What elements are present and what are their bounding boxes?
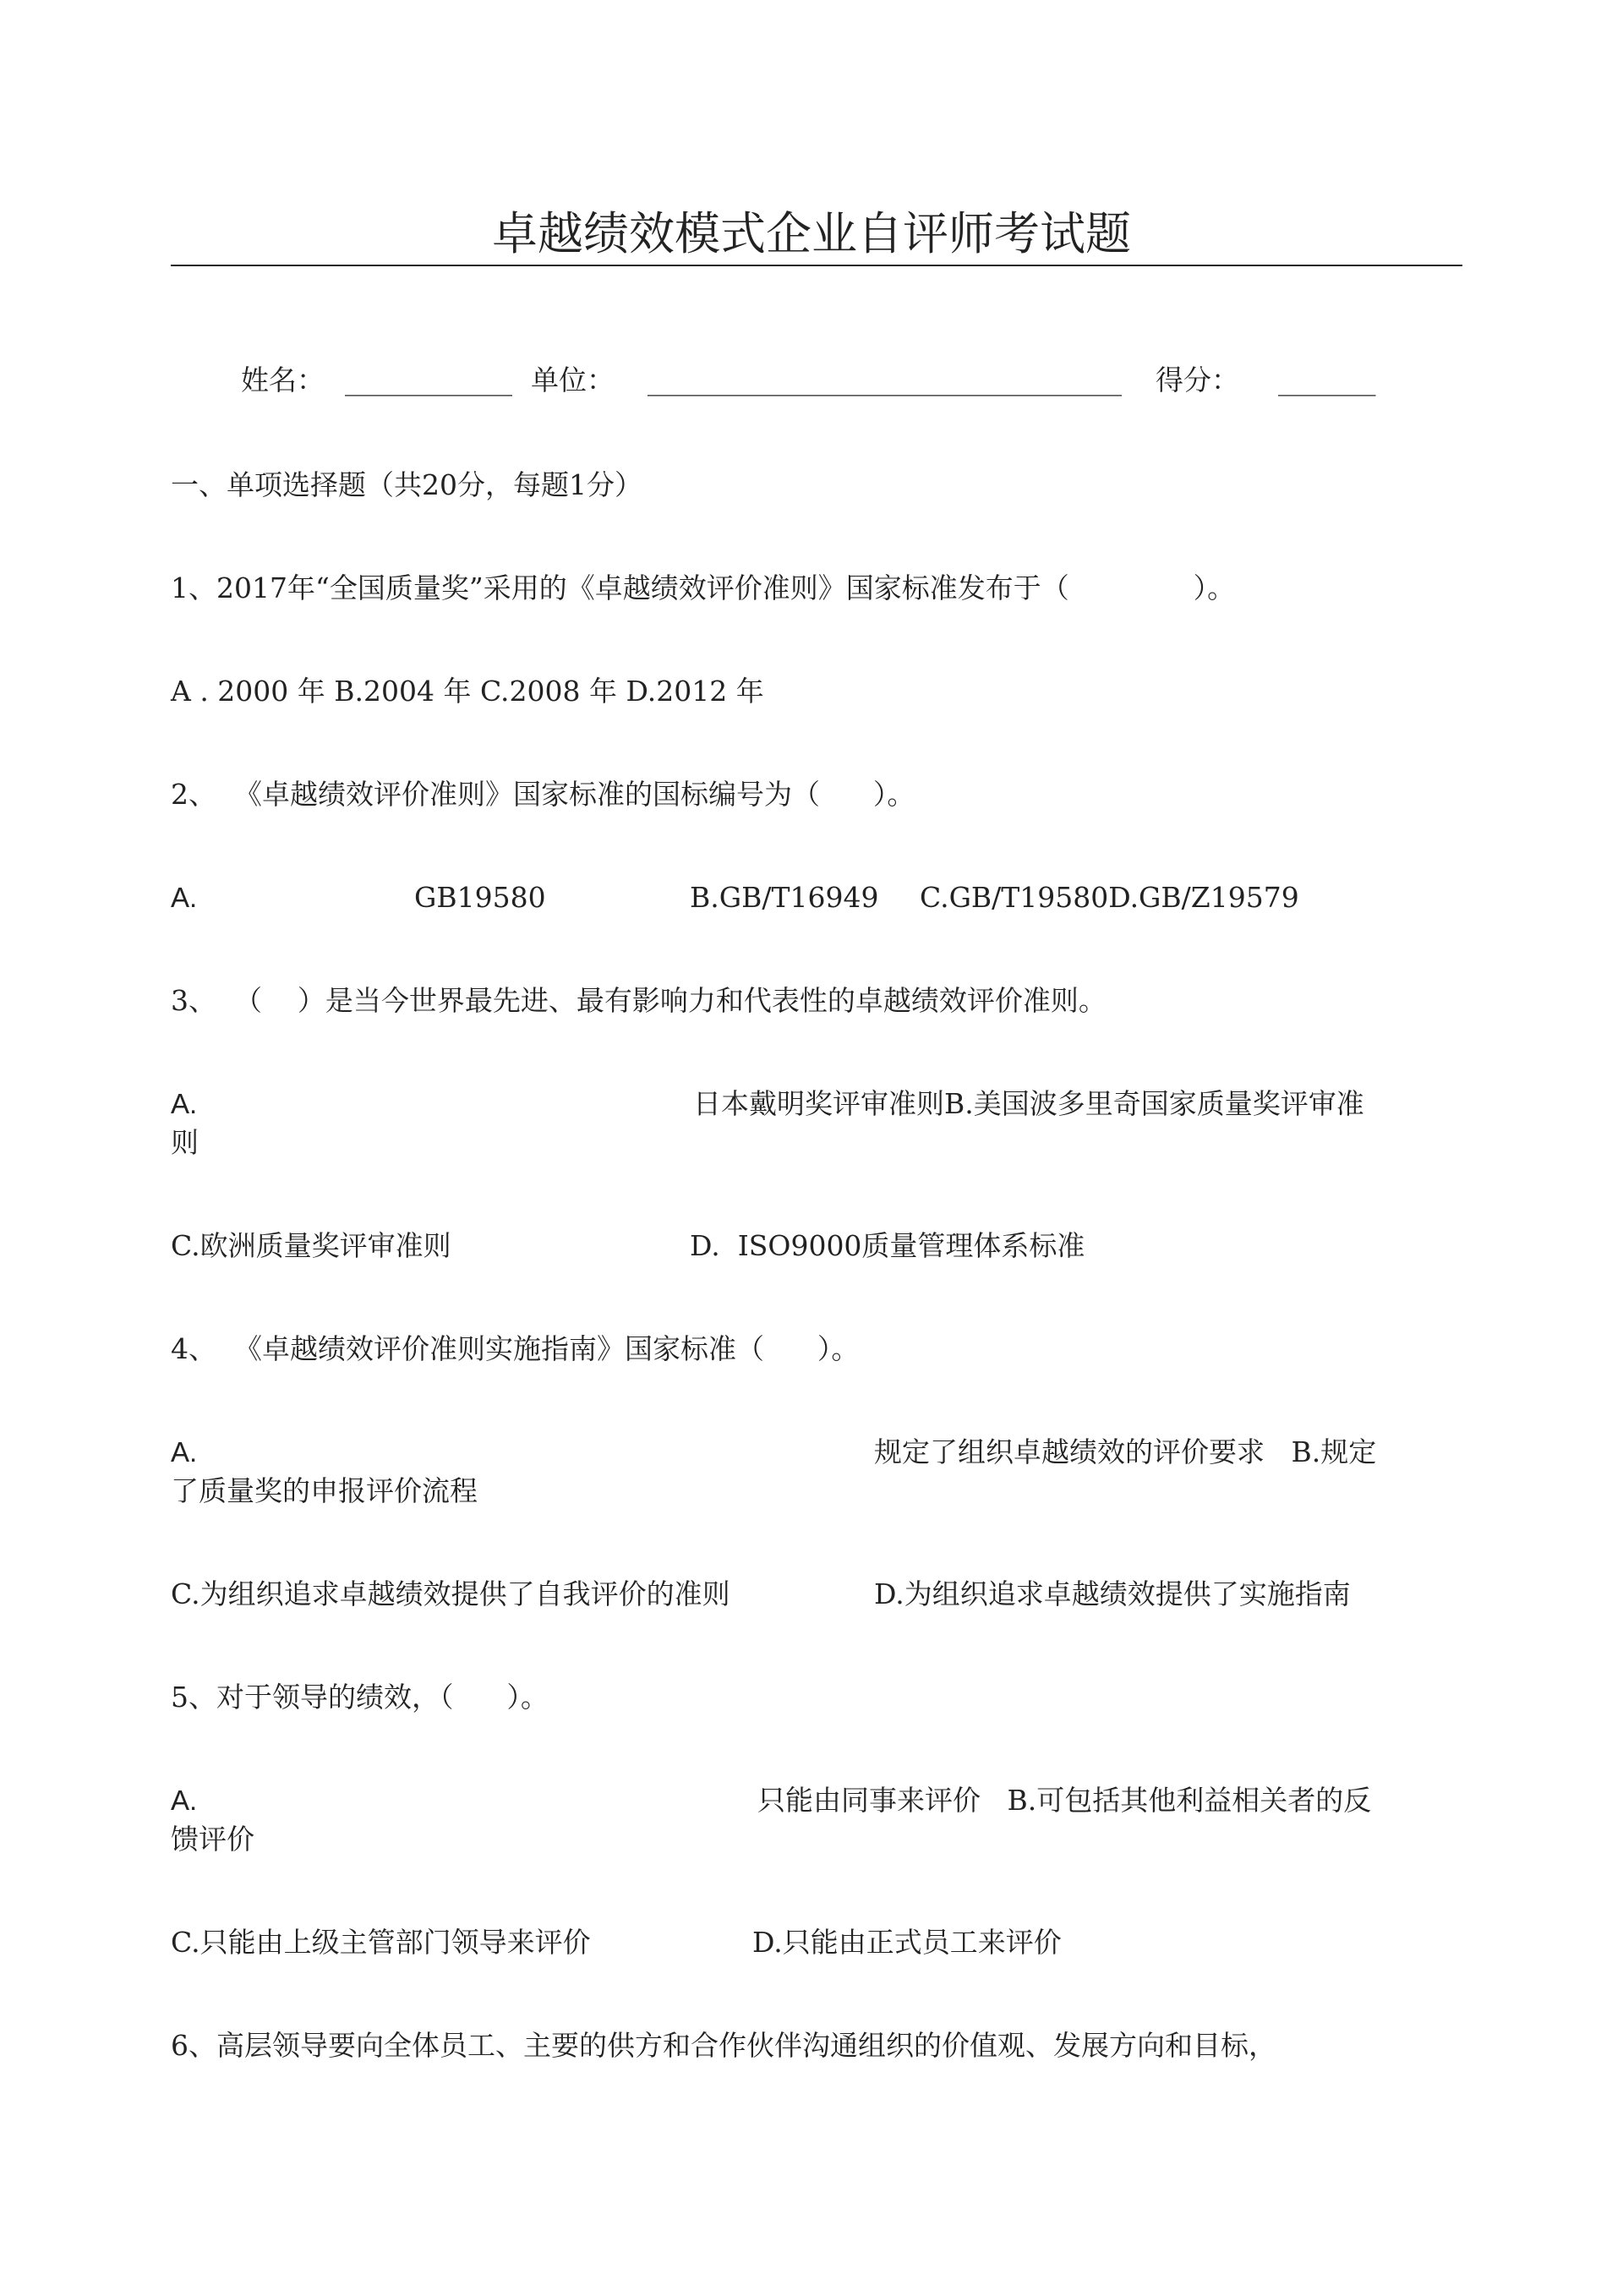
score-blank[interactable]: _______: [1278, 364, 1376, 396]
name-blank[interactable]: ____________: [345, 364, 512, 396]
question-3-option-d: D. ISO9000质量管理体系标准: [690, 1229, 1085, 1262]
score-label: 得分：: [1156, 364, 1239, 396]
page-title: 卓越绩效模式企业自评师考试题: [492, 207, 1131, 260]
question-4-option-ab-cont: 了质量奖的申报评价流程: [171, 1474, 478, 1507]
question-5-option-ab-cont: 馈评价: [171, 1823, 254, 1856]
name-label: 姓名：: [241, 364, 325, 396]
question-3-option-ab: 日本戴明奖评审准则B.美国波多里奇国家质量奖评审准: [693, 1087, 1364, 1120]
question-3-option-a-label: A.: [171, 1088, 198, 1119]
question-5-stem: 5、对于领导的绩效，（ ）。: [171, 1681, 549, 1714]
question-2-option-a: GB19580: [414, 881, 546, 914]
question-1-stem: 1、2017年“全国质量奖”采用的《卓越绩效评价准则》国家标准发布于（ ）。: [171, 571, 1236, 604]
question-3-stem: 3、 （ ）是当今世界最先进、最有影响力和代表性的卓越绩效评价准则。: [171, 984, 1107, 1017]
title-underline: [171, 265, 1462, 266]
question-5-option-a-label: A.: [171, 1785, 198, 1816]
question-4-option-d: D.为组织追求卓越绩效提供了实施指南: [874, 1577, 1351, 1610]
question-2-option-a-label: A.: [171, 882, 198, 913]
question-3-option-c: C.欧洲质量奖评审准则: [171, 1229, 451, 1262]
question-2-option-cd: C.GB/T19580D.GB/Z19579: [920, 881, 1299, 914]
question-4-option-a-label: A.: [171, 1436, 198, 1468]
question-6-stem: 6、高层领导要向全体员工、主要的供方和合作伙伴沟通组织的价值观、发展方向和目标，: [171, 2029, 1276, 2062]
question-5-option-c: C.只能由上级主管部门领导来评价: [171, 1926, 591, 1959]
section-heading: 一、单项选择题（共20分，每题1分）: [171, 468, 642, 501]
unit-label: 单位：: [531, 364, 615, 396]
question-2-stem: 2、 《卓越绩效评价准则》国家标准的国标编号为（ ）。: [171, 778, 915, 811]
question-4-option-ab: 规定了组织卓越绩效的评价要求 B.规定: [874, 1435, 1377, 1468]
question-1-options: A . 2000 年 B.2004 年 C.2008 年 D.2012 年: [171, 675, 764, 708]
question-5-option-ab: 只能由同事来评价 B.可包括其他利益相关者的反: [757, 1784, 1372, 1817]
question-3-option-ab-cont: 则: [171, 1126, 199, 1159]
unit-blank[interactable]: __________________________________: [648, 364, 1122, 396]
question-4-stem: 4、 《卓越绩效评价准则实施指南》国家标准（ ）。: [171, 1332, 860, 1365]
question-2-option-b: B.GB/T16949: [690, 881, 879, 914]
question-4-option-c: C.为组织追求卓越绩效提供了自我评价的准则: [171, 1577, 730, 1610]
question-5-option-d: D.只能由正式员工来评价: [752, 1926, 1062, 1959]
